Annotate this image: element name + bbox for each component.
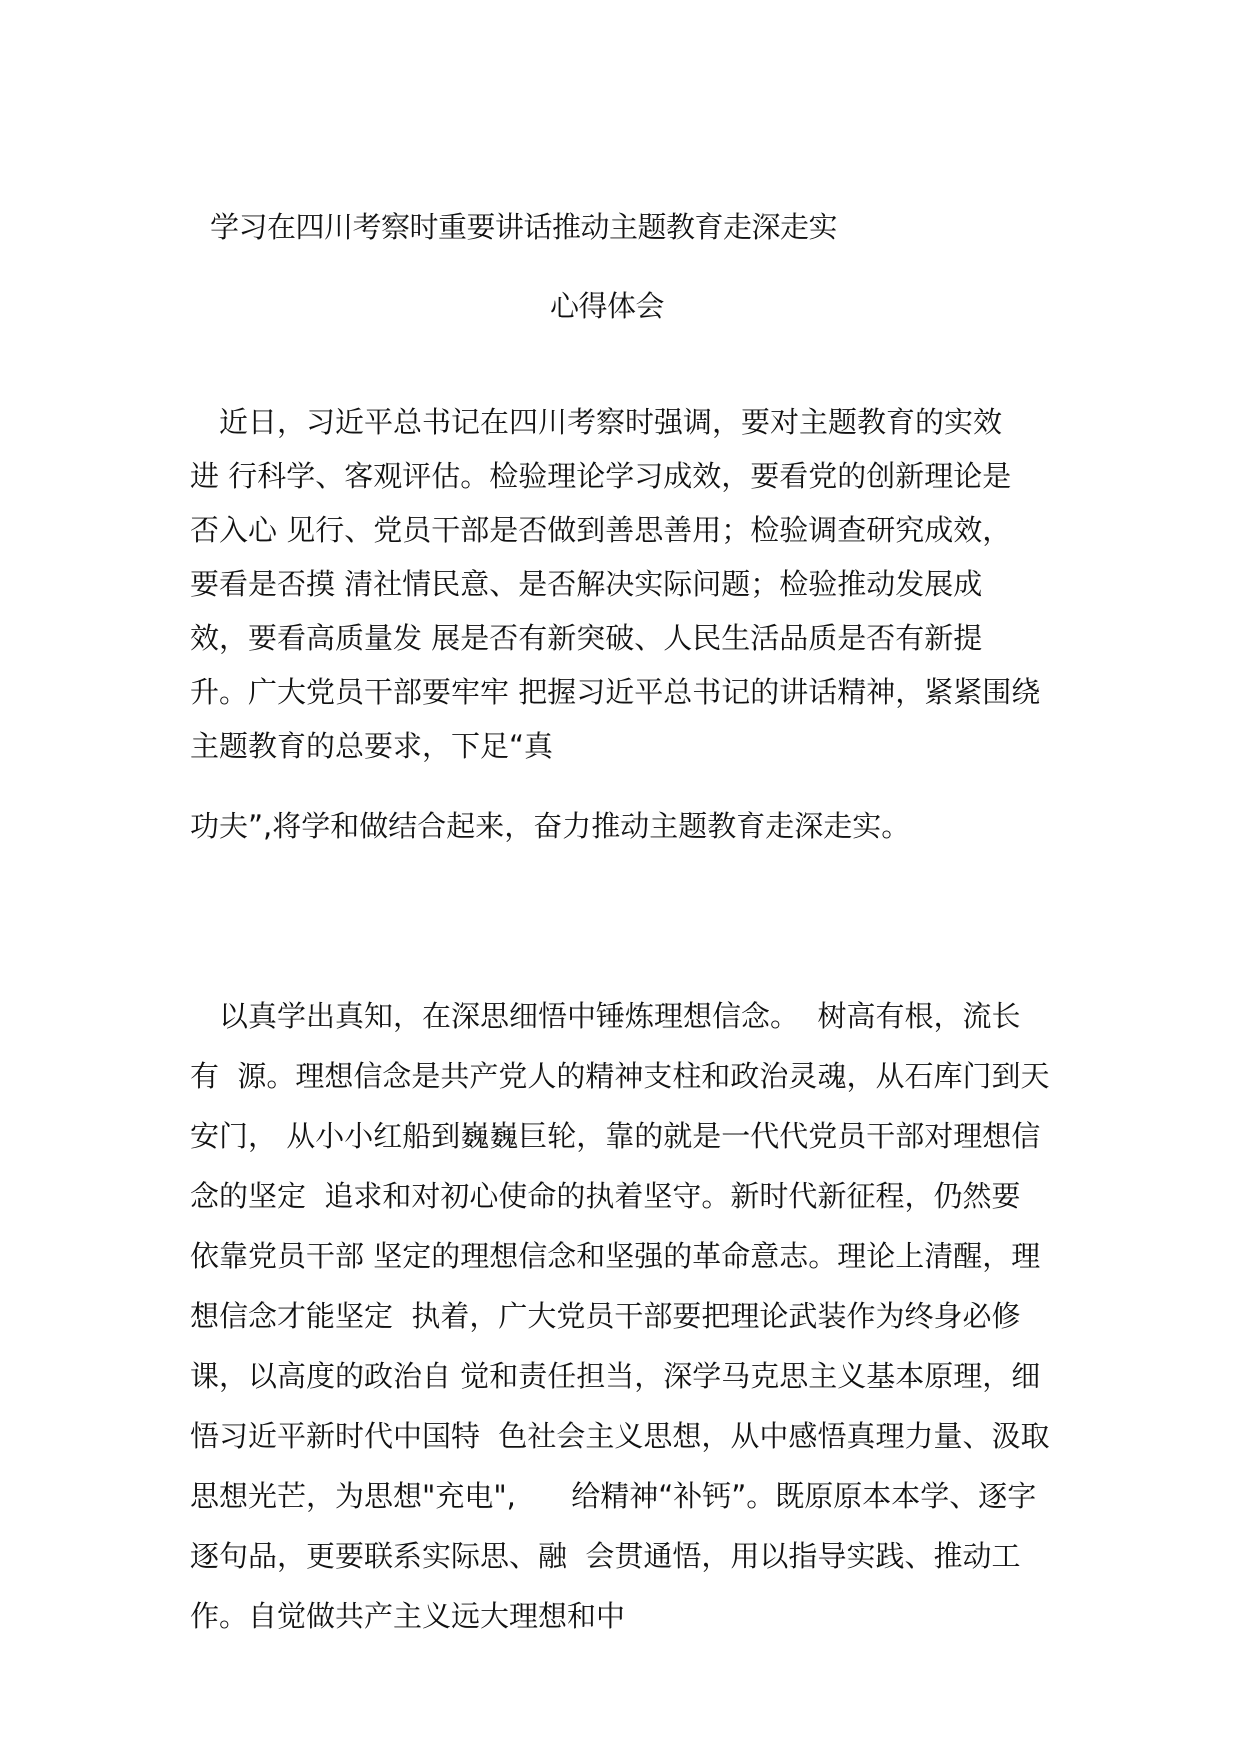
- paragraph-line: 思想光芒，为思想"充电", 给精神“补钙”。既原原本本学、逐字: [190, 1479, 1037, 1513]
- paragraph-line: 近日，习近平总书记在四川考察时强调，要对主题教育的实效: [190, 405, 1003, 439]
- paragraph-line: 念的坚定 追求和对初心使命的执着坚守。新时代新征程，仍然要: [190, 1179, 1021, 1213]
- paragraph-line: 课，以高度的政治自 觉和责任担当，深学马克思主义基本原理，细: [190, 1359, 1041, 1393]
- paragraph-line: 否入心 见行、党员干部是否做到善思善用；检验调查研究成效，: [190, 513, 1012, 547]
- paragraph-line: 逐句品，更要联系实际思、融 会贯通悟，用以指导实践、推动工: [190, 1539, 1021, 1573]
- paragraph-line: 要看是否摸 清社情民意、是否解决实际问题；检验推动发展成: [190, 567, 983, 601]
- document-title-line-1: 学习在四川考察时重要讲话推动主题教育走深走实: [210, 210, 838, 244]
- paragraph-line: 依靠党员干部 坚定的理想信念和坚强的革命意志。理论上清醒，理: [190, 1239, 1041, 1273]
- paragraph-line: 悟习近平新时代中国特 色社会主义思想，从中感悟真理力量、汲取: [190, 1419, 1050, 1453]
- paragraph-line: 以真学出真知，在深思细悟中锤炼理想信念。 树高有根，流长: [190, 999, 1021, 1033]
- paragraph-line: 有 源。理想信念是共产党人的精神支柱和政治灵魂，从石库门到天: [190, 1059, 1050, 1093]
- document-title-line-2: 心得体会: [550, 289, 665, 323]
- paragraph-line: 进 行科学、客观评估。检验理论学习成效，要看党的创新理论是: [190, 459, 1012, 493]
- paragraph-line: 功夫”,将学和做结合起来，奋力推动主题教育走深走实。: [190, 809, 911, 843]
- paragraph-line: 安门， 从小小红船到巍巍巨轮，靠的就是一代代党员干部对理想信: [190, 1119, 1041, 1153]
- paragraph-line: 作。自觉做共产主义远大理想和中: [190, 1599, 626, 1633]
- paragraph-line: 升。广大党员干部要牢牢 把握习近平总书记的讲话精神，紧紧围绕: [190, 675, 1041, 709]
- paragraph-line: 想信念才能坚定 执着，广大党员干部要把理论武装作为终身必修: [190, 1299, 1021, 1333]
- paragraph-line: 效，要看高质量发 展是否有新突破、人民生活品质是否有新提: [190, 621, 983, 655]
- paragraph-line: 主题教育的总要求，下足“真: [190, 729, 554, 763]
